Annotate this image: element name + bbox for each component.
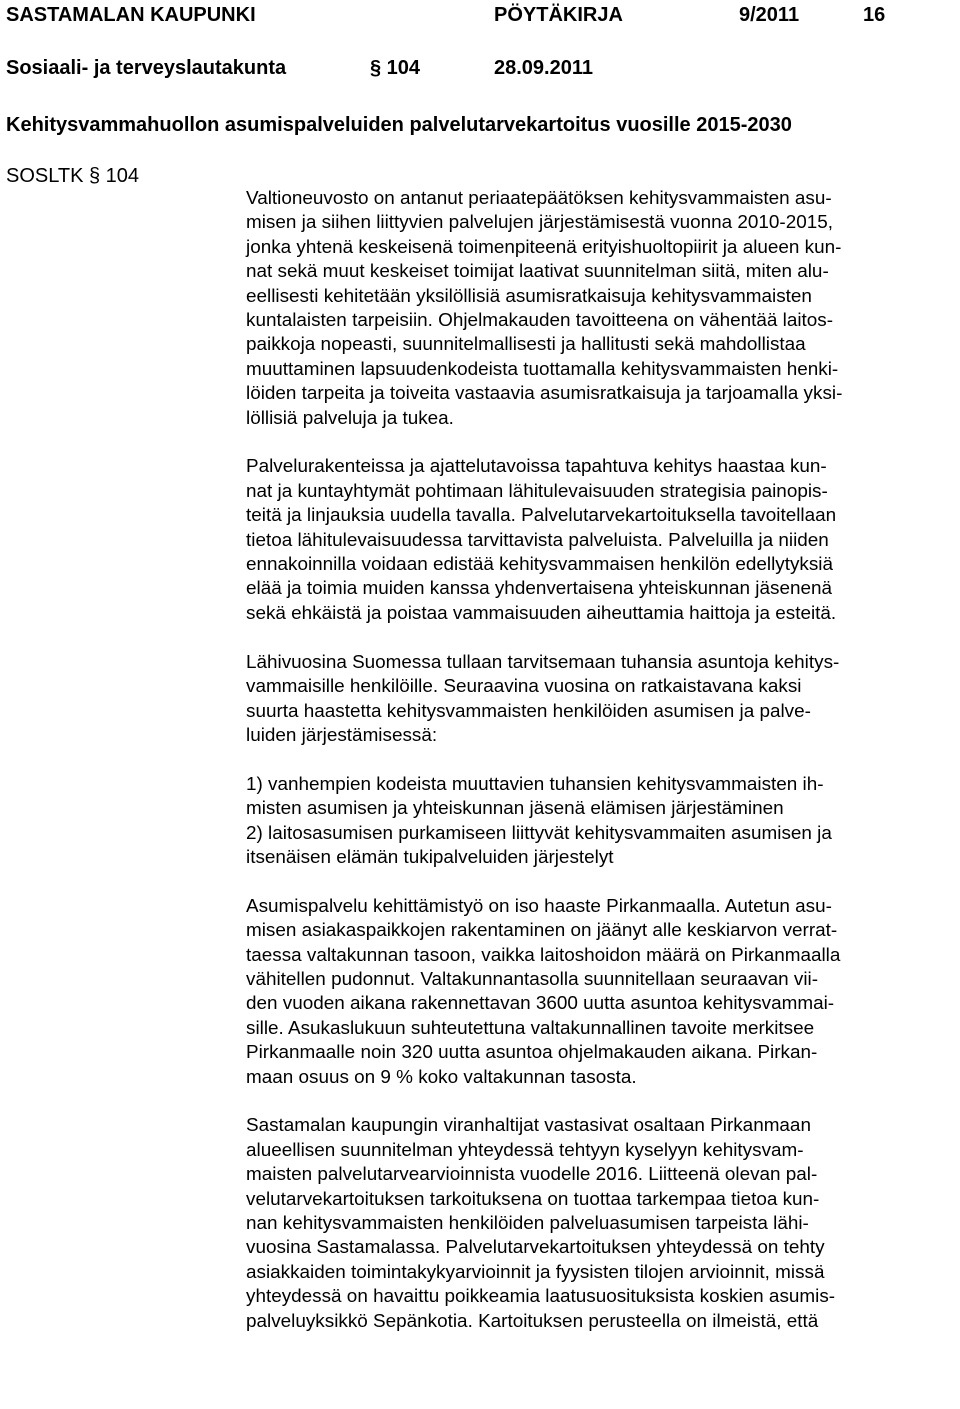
- organization-name: SASTAMALAN KAUPUNKI: [6, 4, 256, 26]
- document-title: Kehitysvammahuollon asumispalveluiden palvelutarvekartoitus vuosille 2015-2030: [6, 114, 792, 136]
- paragraph-line: Palvelurakenteissa ja ajattelutavoissa tapahtuva kehitys haastaa kun-: [246, 456, 827, 478]
- paragraph-line: Lähivuosina Suomessa tullaan tarvitsemaan tuhansia asuntoja kehitys-: [246, 651, 840, 673]
- paragraph-line: löiden tarpeita ja toiveita vastaavia asumisratkaisuja ja tarjoamalla yksi-: [246, 383, 843, 405]
- paragraph-line: maisten palvelutarvearvioinnista vuodelle 2016. Liitteenä olevan pal-: [246, 1164, 818, 1186]
- paragraph-line: teitä ja linjauksia uudella tavalla. Palvelutarvekartoituksella tavoitellaan: [246, 505, 837, 527]
- paragraph-line: palveluyksikkö Sepänkotia. Kartoituksen perusteella on ilmeistä, että: [246, 1310, 819, 1332]
- paragraph-line: nat ja kuntayhtymät pohtimaan lähitulevaisuuden strategisia painopis-: [246, 480, 828, 502]
- document-type: PÖYTÄKIRJA: [494, 4, 623, 26]
- paragraph-line: ennakoinnilla voidaan edistää kehitysvammaisen henkilön edellytyksiä: [246, 554, 834, 576]
- paragraph-line: eellisesti kehitetään yksilöllisiä asumisratkaisuja kehitysvammaisten: [246, 285, 812, 307]
- document-body: [246, 187, 960, 1358]
- paragraph-line: alueellisen suunnitelman yhteydessä tehtyyn kyselyyn kehitysvam-: [246, 1139, 804, 1161]
- paragraph-line: paikkoja nopeasti, suunnitelmallisesti ja hallitusti sekä mahdollistaa: [246, 334, 806, 356]
- paragraph-line: yhteydessä on havaittu poikkeamia laatusuosituksista koskien asumis-: [246, 1286, 836, 1308]
- paragraph-line: taessa valtakunnan tasoon, vaikka laitoshoidon määrä on Pirkanmaalla: [246, 944, 841, 966]
- paragraph-line: löllisiä palveluja ja tukea.: [246, 407, 454, 429]
- paragraph-line: nan kehitysvammaisten henkilöiden palveluasumisen tarpeista lähi-: [246, 1212, 809, 1234]
- document-number: 9/2011: [739, 4, 800, 26]
- paragraph-line: misten asumisen ja yhteiskunnan jäsenä elämisen järjestäminen: [246, 798, 784, 820]
- paragraph-line: muuttaminen lapsuudenkodeista tuottamalla kehitysvammaisten henki-: [246, 358, 839, 380]
- paragraph-line: Valtioneuvosto on antanut periaatepäätöksen kehitysvammaisten asu-: [246, 188, 832, 209]
- paragraph-line: Pirkanmaalle noin 320 uutta asuntoa ohjelmakauden aikana. Pirkan-: [246, 1042, 818, 1064]
- paragraph-line: suurta haastetta kehitysvammaisten henkilöiden asumisen ja palve-: [246, 700, 811, 722]
- body-paragraph: [246, 895, 960, 1090]
- section-number: § 104: [370, 57, 421, 79]
- paragraph-line: misen asiakaspaikkojen rakentaminen on jäänyt alle keskiarvon verrat-: [246, 920, 838, 942]
- paragraph-line: nat sekä muut keskeiset toimijat laativat suunnitelman siitä, miten alu-: [246, 261, 829, 283]
- section-label: SOSLTK § 104: [6, 165, 140, 187]
- paragraph-line: asiakkaiden toimintakykyarvioinnit ja fyysisten tilojen arvioinnit, missä: [246, 1261, 825, 1283]
- paragraph-line: den vuoden aikana rakennettavan 3600 uutta asuntoa kehitysvammai-: [246, 993, 835, 1015]
- paragraph-line: itsenäisen elämän tukipalveluiden järjestelyt: [246, 846, 614, 868]
- paragraph-line: kuntalaisten tarpeisiin. Ohjelmakauden tavoitteena on vähentää laitos-: [246, 310, 834, 332]
- paragraph-line: jonka yhtenä keskeisenä toimenpiteenä erityishuoltopiirit ja alueen kun-: [246, 236, 842, 258]
- paragraph-line: velutarvekartoituksen tarkoituksena on tuottaa tarkempaa tietoa kun-: [246, 1188, 820, 1210]
- page-number: 16: [863, 4, 886, 26]
- body-paragraph: [246, 187, 960, 431]
- paragraph-line: vammaisille henkilöille. Seuraavina vuosina on ratkaistavana kaksi: [246, 676, 802, 698]
- paragraph-line: sille. Asukaslukuun suhteutettuna valtakunnallinen tavoite merkitsee: [246, 1017, 815, 1039]
- paragraph-line: Asumispalvelu kehittämistyö on iso haaste Pirkanmaalla. Autetun asu-: [246, 895, 832, 917]
- body-paragraph: [246, 651, 960, 749]
- paragraph-line: misen ja siihen liittyvien palvelujen järjestämisestä vuonna 2010-2015,: [246, 212, 833, 234]
- paragraph-line: 2) laitosasumisen purkamiseen liittyvät kehitysvammaiten asumisen ja: [246, 822, 832, 844]
- meeting-date: 28.09.2011: [494, 57, 593, 79]
- paragraph-line: tietoa lähitulevaisuudessa tarvittavista palveluista. Palveluilla ja niiden: [246, 529, 829, 551]
- body-paragraph: [246, 1114, 960, 1334]
- body-paragraph: [246, 455, 960, 626]
- paragraph-line: luiden järjestämisessä:: [246, 724, 438, 746]
- body-paragraph: [246, 773, 960, 871]
- paragraph-line: sekä ehkäistä ja poistaa vammaisuuden aiheuttamia haittoja ja esteitä.: [246, 602, 837, 624]
- committee-name: Sosiaali- ja terveyslautakunta: [6, 57, 287, 79]
- paragraph-line: 1) vanhempien kodeista muuttavien tuhansien kehitysvammaisten ih-: [246, 773, 824, 795]
- paragraph-line: elää ja toimia muiden kanssa yhdenvertaisena yhteiskunnan jäsenenä: [246, 578, 832, 600]
- paragraph-line: Sastamalan kaupungin viranhaltijat vastasivat osaltaan Pirkanmaan: [246, 1115, 811, 1137]
- paragraph-line: maan osuus on 9 % koko valtakunnan tasosta.: [246, 1066, 637, 1088]
- paragraph-line: vähitellen pudonnut. Valtakunnantasolla suunnitellaan seuraavan vii-: [246, 968, 819, 990]
- paragraph-line: vuosina Sastamalassa. Palvelutarvekartoituksen yhteydessä on tehty: [246, 1237, 825, 1259]
